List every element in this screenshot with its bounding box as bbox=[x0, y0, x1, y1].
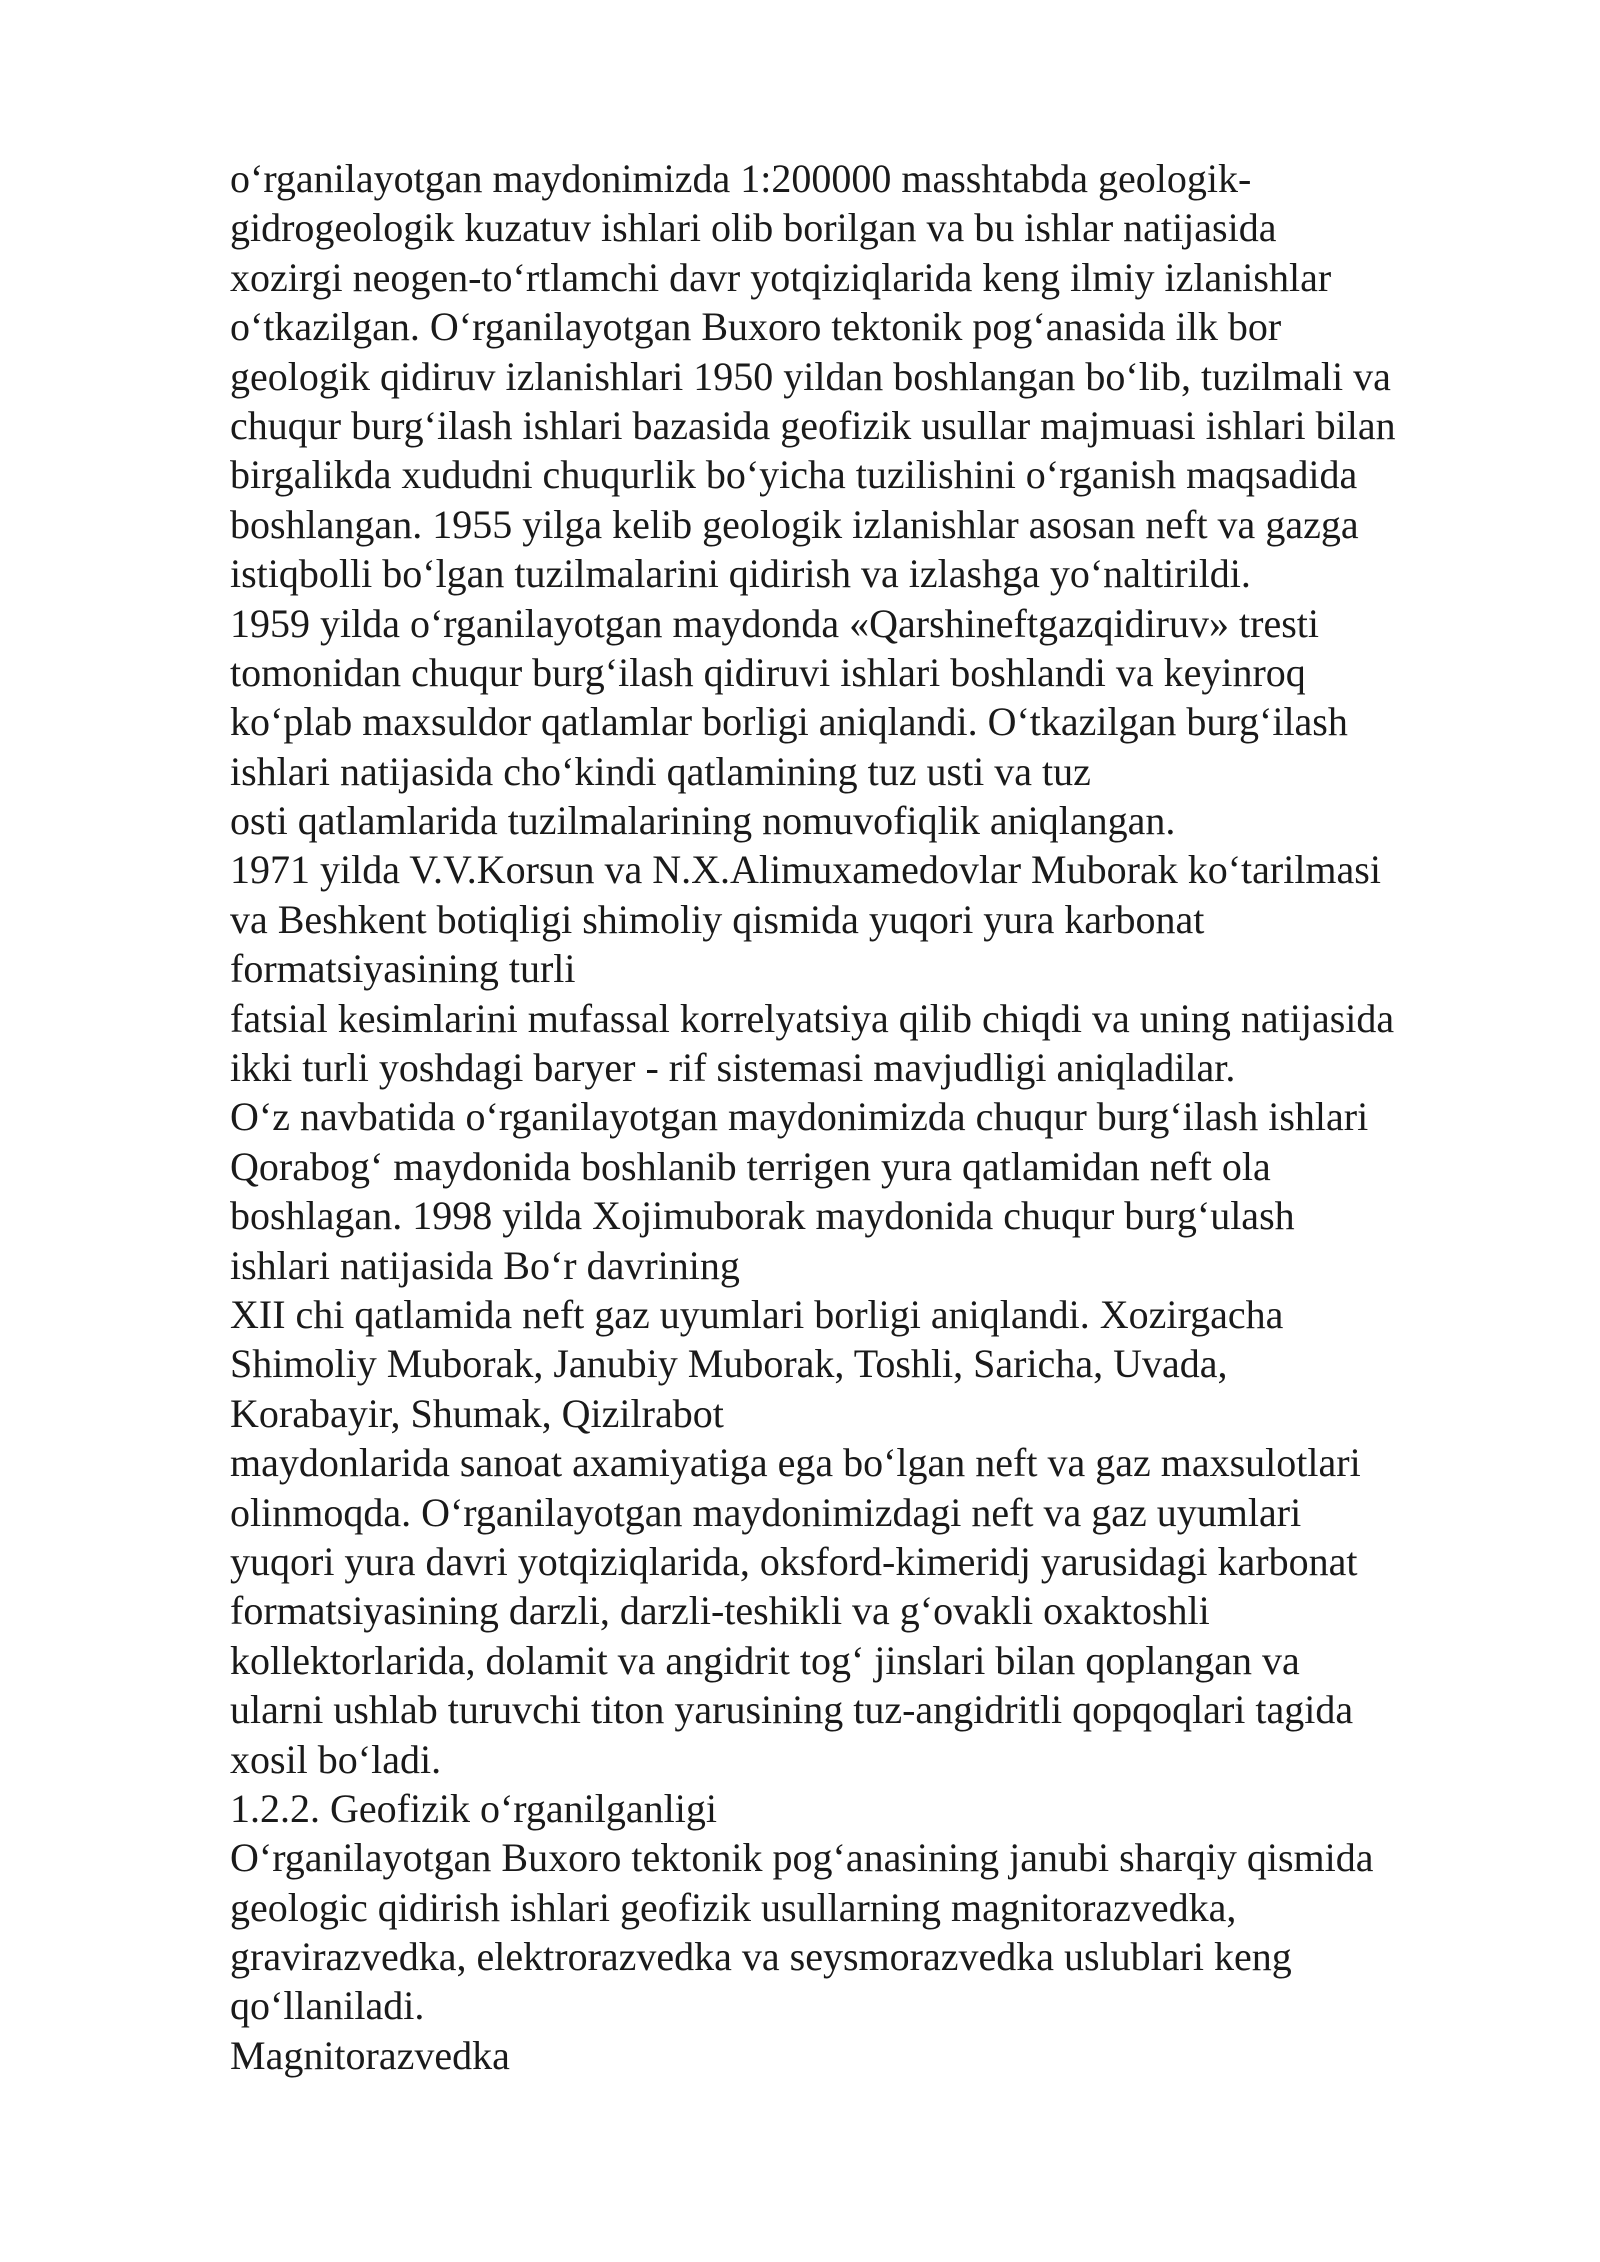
text-line: osti qatlamlarida tuzilmalarining nomuvofiqlik aniqlangan. bbox=[230, 798, 1176, 844]
text-line: olinmoqda. O‘rganilayotgan maydonimizdagi neft va gaz uyumlari bbox=[230, 1489, 1302, 1535]
text-line: Qorabog‘ maydonida boshlanib terrigen yura qatlamidan neft ola bbox=[230, 1143, 1271, 1189]
text-line: istiqbolli bo‘lgan tuzilmalarini qidirish va izlashga yo‘naltirildi. bbox=[230, 551, 1251, 597]
text-line: gidrogeologik kuzatuv ishlari olib borilgan va bu ishlar natijasida bbox=[230, 205, 1277, 251]
text-line: qo‘llaniladi. bbox=[230, 1983, 425, 2029]
text-line: maydonlarida sanoat axamiyatiga ega bo‘lgan neft va gaz maxsulotlari bbox=[230, 1440, 1361, 1486]
text-line: gravirazvedka, elektrorazvedka va seysmorazvedka uslublari keng bbox=[230, 1934, 1292, 1980]
text-line: o‘rganilayotgan maydonimizda 1:200000 masshtabda geologik- bbox=[230, 156, 1252, 201]
text-line: birgalikda xududni chuqurlik bo‘yicha tuzilishini o‘rganish maqsadida bbox=[230, 452, 1358, 498]
text-line: boshlagan. 1998 yilda Xojimuborak maydonida chuqur burg‘ulash bbox=[230, 1193, 1295, 1239]
text-line: yuqori yura davri yotqiziqlarida, oksford-kimeridj yarusidagi karbonat bbox=[230, 1538, 1358, 1584]
text-line: O‘rganilayotgan Buxoro tektonik pog‘anasining janubi sharqiy qismida bbox=[230, 1835, 1374, 1881]
text-line: geologik qidiruv izlanishlari 1950 yildan boshlangan bo‘lib, tuzilmali va bbox=[230, 353, 1391, 399]
subsection-heading: Magnitorazvedka bbox=[230, 2032, 510, 2078]
text-line: ko‘plab maxsuldor qatlamlar borligi aniqlandi. O‘tkazilgan burg‘ilash bbox=[230, 699, 1348, 745]
body-text bbox=[230, 154, 1530, 2080]
text-line: formatsiyasining darzli, darzli-teshikli va g‘ovakli oxaktoshli bbox=[230, 1588, 1210, 1634]
text-line: geologic qidirish ishlari geofizik usullarning magnitorazvedka, bbox=[230, 1884, 1237, 1930]
text-line: chuqur burg‘ilash ishlari bazasida geofizik usullar majmuasi ishlari bilan bbox=[230, 402, 1396, 448]
text-line: ularni ushlab turuvchi titon yarusining tuz-angidritli qopqoqlari tagida bbox=[230, 1687, 1354, 1733]
text-line: O‘z navbatida o‘rganilayotgan maydonimizda chuqur burg‘ilash ishlari bbox=[230, 1094, 1369, 1140]
text-line: Korabayir, Shumak, Qizilrabot bbox=[230, 1390, 724, 1436]
text-line: fatsial kesimlarini mufassal korrelyatsiya qilib chiqdi va uning natijasida bbox=[230, 995, 1395, 1041]
text-line: xosil bo‘ladi. bbox=[230, 1736, 442, 1782]
section-heading: 1.2.2. Geofizik o‘rganilganligi bbox=[230, 1785, 717, 1831]
text-line: tomonidan chuqur burg‘ilash qidiruvi ishlari boshlandi va keyinroq bbox=[230, 649, 1306, 695]
text-line: ishlari natijasida cho‘kindi qatlamining tuz usti va tuz bbox=[230, 748, 1091, 794]
text-line: xozirgi neogen-to‘rtlamchi davr yotqiziqlarida keng ilmiy izlanishlar bbox=[230, 254, 1332, 300]
text-line: 1959 yilda o‘rganilayotgan maydonda «Qarshineftgazqidiruv» tresti bbox=[230, 600, 1319, 646]
text-line: kollektorlarida, dolamit va angidrit tog‘ jinslari bilan qoplangan va bbox=[230, 1637, 1300, 1683]
text-line: XII chi qatlamida neft gaz uyumlari borligi aniqlandi. Xozirgacha bbox=[230, 1291, 1284, 1337]
text-line: Shimoliy Muborak, Janubiy Muborak, Toshli, Saricha, Uvada, bbox=[230, 1341, 1228, 1387]
text-line: ishlari natijasida Bo‘r davrining bbox=[230, 1242, 740, 1288]
text-line: formatsiyasining turli bbox=[230, 946, 576, 992]
text-line: va Beshkent botiqligi shimoliy qismida yuqori yura karbonat bbox=[230, 896, 1205, 942]
text-line: boshlangan. 1955 yilga kelib geologik izlanishlar asosan neft va gazga bbox=[230, 501, 1359, 547]
text-line: 1971 yilda V.V.Korsun va N.X.Alimuxamedovlar Muborak ko‘tarilmasi bbox=[230, 847, 1381, 893]
text-line: ikki turli yoshdagi baryer - rif sistemasi mavjudligi aniqladilar. bbox=[230, 1045, 1236, 1091]
text-line: o‘tkazilgan. O‘rganilayotgan Buxoro tektonik pog‘anasida ilk bor bbox=[230, 304, 1282, 350]
